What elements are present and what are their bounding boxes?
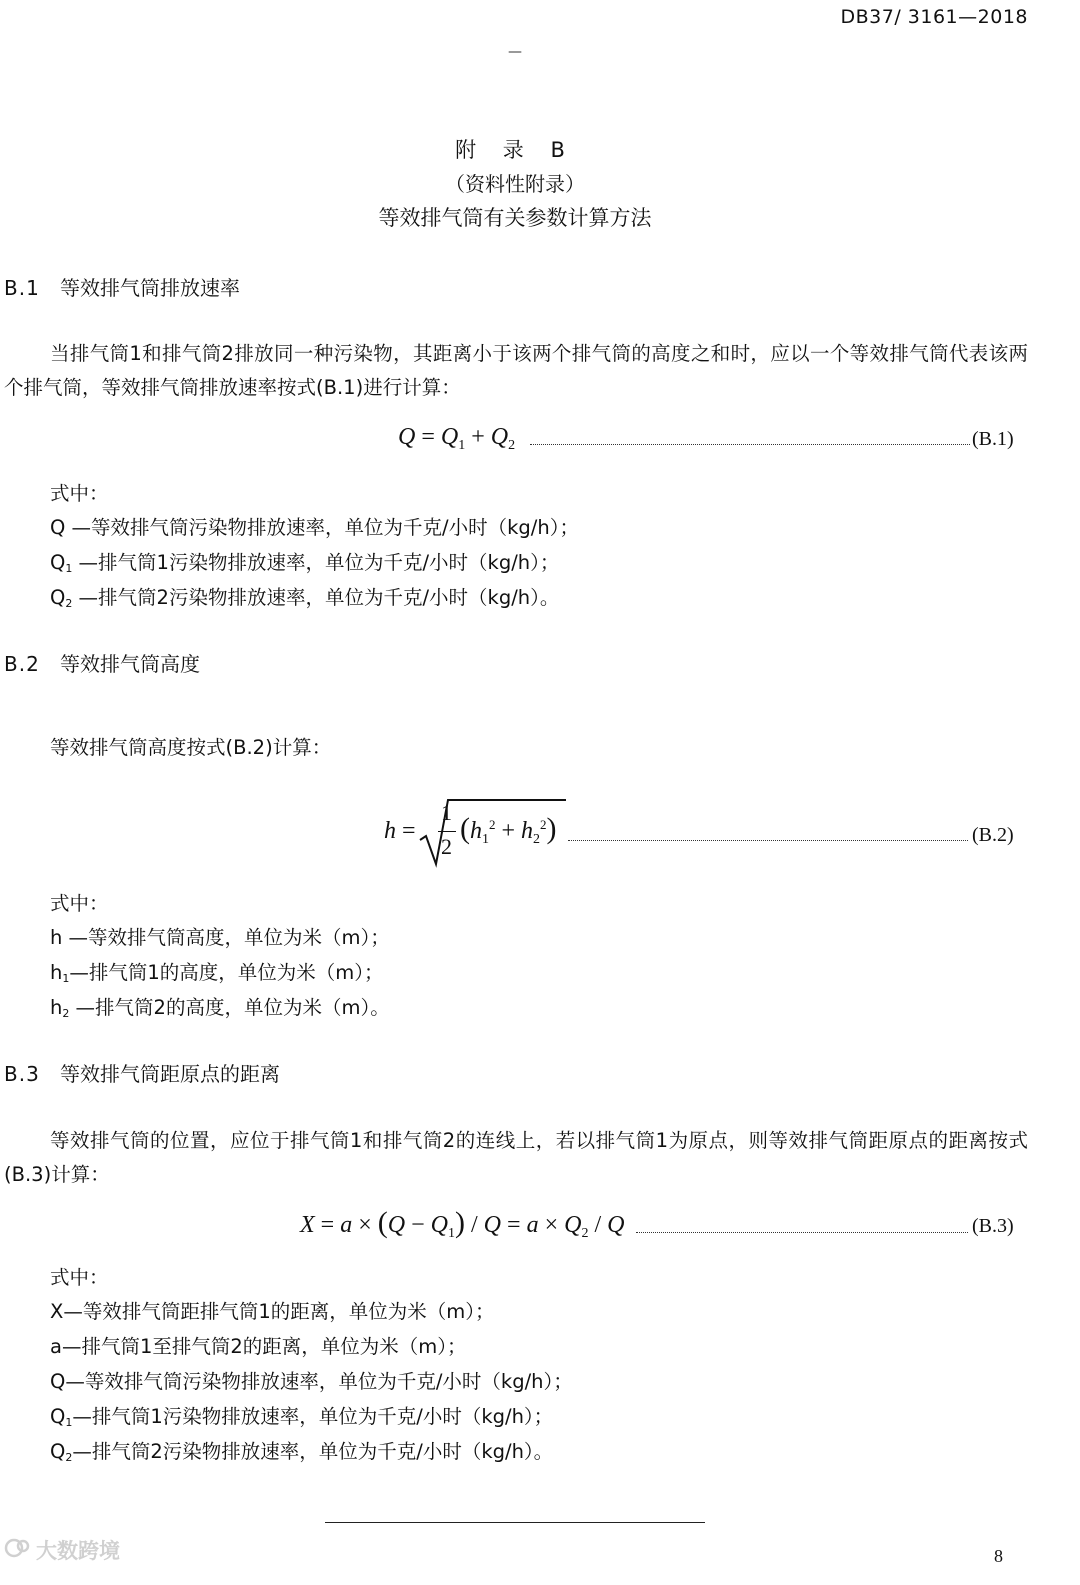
- symbol: Q: [50, 586, 66, 609]
- formula-b2-lhs: h =: [384, 818, 416, 844]
- symbol-subscript: 2: [62, 1007, 70, 1020]
- symbol: Q: [50, 551, 66, 574]
- symbol: Q: [50, 1370, 66, 1393]
- watermark-text: 大数跨境: [36, 1539, 120, 1563]
- appendix-title: 附 录 B: [455, 138, 575, 162]
- formula-b1: $Q = Q_1 + Q_2$: [398, 424, 516, 453]
- symbol: h: [50, 961, 63, 984]
- page-number: 8: [994, 1546, 1003, 1566]
- definition-text: —排气筒1至排气筒2的距离，单位为米（m）；: [61, 1335, 467, 1358]
- section-paragraph-b2: 等效排气筒高度按式(B.2)计算：: [50, 736, 332, 759]
- definition-line: [50, 992, 390, 1020]
- definition-line: [50, 1401, 553, 1429]
- footer-rule: [325, 1522, 705, 1523]
- where-label: 式中：: [50, 482, 109, 505]
- equation-tag-b3: (B.3): [972, 1215, 1014, 1237]
- symbol: Q: [50, 1405, 66, 1428]
- definition-text: —等效排气筒高度，单位为米（m）；: [62, 926, 390, 949]
- where-label: 式中：: [50, 892, 109, 915]
- definition-line: [50, 957, 384, 985]
- symbol: a: [50, 1335, 62, 1358]
- fraction-numerator: 1: [441, 800, 452, 825]
- definition-text: —排气筒2的高度，单位为米（m）。: [69, 996, 390, 1019]
- section-paragraph-b3: 等效排气筒的位置，应位于排气筒1和排气筒2的连线上，若以排气筒1为原点，则等效排气筒距原点的距离按式(B.3)计算：: [4, 1129, 1028, 1186]
- equation-tag-b1: (B.1): [972, 428, 1014, 450]
- dot-leader: [568, 840, 968, 841]
- definition-line: [50, 1366, 573, 1394]
- symbol: X: [50, 1300, 64, 1323]
- appendix-name: 等效排气筒有关参数计算方法: [378, 206, 652, 230]
- formula-b3: $X = a \times (Q - Q_1) / Q = a \times Q_2 / Q$: [300, 1206, 625, 1241]
- symbol: h: [50, 996, 63, 1019]
- section-heading-b3: [4, 1058, 280, 1087]
- where-label: 式中：: [50, 1266, 109, 1289]
- definition-line: [50, 1296, 495, 1324]
- definition-line: [50, 1436, 553, 1464]
- definition-text: —等效排气筒距排气筒1的距离，单位为米（m）；: [63, 1300, 495, 1323]
- section-title: 等效排气筒距原点的距离: [60, 1062, 280, 1086]
- definition-text: —排气筒1污染物排放速率，单位为千克/小时（kg/h）；: [72, 1405, 554, 1428]
- section-title: 等效排气筒排放速率: [60, 276, 240, 300]
- definition-text: —排气筒1污染物排放速率，单位为千克/小时（kg/h）；: [72, 551, 560, 574]
- symbol-subscript: 1: [62, 972, 70, 985]
- definition-line: [50, 582, 559, 610]
- formula-b2-body: $(h_1^2 + h_2^2)$: [460, 812, 557, 847]
- definition-line: [50, 922, 390, 950]
- section-heading-b1: [4, 272, 240, 301]
- definition-text: —等效排气筒污染物排放速率，单位为千克/小时（kg/h）；: [65, 1370, 573, 1393]
- top-mark: —: [508, 44, 522, 60]
- fraction-bar: [438, 831, 456, 832]
- symbol-subscript: 1: [65, 562, 73, 575]
- dot-leader: [636, 1232, 968, 1233]
- section-paragraph-b1: 当排气筒1和排气筒2排放同一种污染物，其距离小于该两个排气筒的高度之和时，应以一个等效排气筒代表该两个排气筒，等效排气筒排放速率按式(B.1)进行计算：: [4, 342, 1028, 399]
- section-number: B.3: [4, 1062, 40, 1086]
- definition-text: —等效排气筒污染物排放速率，单位为千克/小时（kg/h）；: [65, 516, 579, 539]
- standard-code: DB37/ 3161—2018: [840, 6, 1028, 28]
- section-heading-b2: [4, 648, 200, 677]
- section-number: B.1: [4, 276, 40, 300]
- symbol: Q: [50, 516, 66, 539]
- definition-line: [50, 1331, 467, 1359]
- fraction-denominator: 2: [441, 834, 452, 859]
- symbol: Q: [50, 1440, 66, 1463]
- section-number: B.2: [4, 652, 40, 676]
- definition-line: [50, 512, 579, 540]
- watermark-logo-icon: [4, 1537, 32, 1559]
- definition-text: —排气筒2污染物排放速率，单位为千克/小时（kg/h）。: [72, 586, 560, 609]
- definition-text: —排气筒1的高度，单位为米（m）；: [69, 961, 384, 984]
- symbol-subscript: 2: [65, 597, 73, 610]
- symbol-subscript: 1: [65, 1416, 73, 1429]
- definition-line: [50, 547, 559, 575]
- section-title: 等效排气筒高度: [60, 652, 200, 676]
- dot-leader: [530, 444, 970, 445]
- definition-text: —排气筒2污染物排放速率，单位为千克/小时（kg/h）。: [72, 1440, 554, 1463]
- equation-tag-b2: (B.2): [972, 824, 1014, 846]
- appendix-type: （资料性附录）: [445, 172, 585, 196]
- symbol: h: [50, 926, 63, 949]
- symbol-subscript: 2: [65, 1451, 73, 1464]
